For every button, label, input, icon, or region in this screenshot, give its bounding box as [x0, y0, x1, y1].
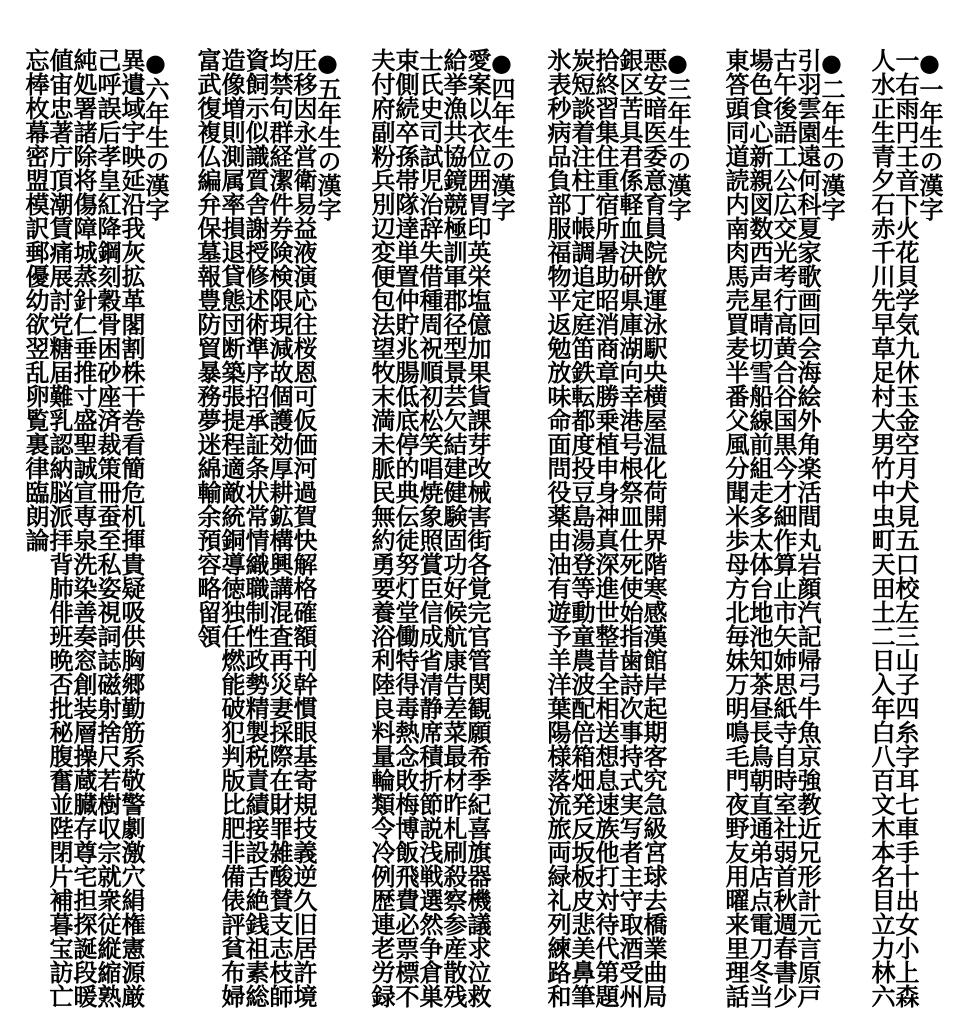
kanji-column: 氷表秒病品負部服福物平返勉放味命面問役薬由油有遊予羊洋葉陽様落流旅両緑礼列練路和 [543, 48, 572, 1008]
kanji-column: 忘棒枚幕密盟模訳郵優幼欲翌乱卵覧裏律臨朗論 [21, 48, 50, 552]
kanji-column: 悪安暗医委意育員院飲運泳駅央横屋温化荷開界階寒感漢館岸起期客究急級宮球去橋業曲局 [639, 48, 668, 1008]
kanji-column: 古午後語工公広交光考行高黄合谷国黒今才細作算止市矢姉思紙寺自時室社弱首秋週春書少 [769, 48, 798, 1008]
kanji-column: 引羽雲園遠何科夏家歌画回会海絵外角楽活間丸岩顔汽記帰弓牛魚京強教近兄形計元言原戸 [793, 48, 822, 1008]
kanji-column: 一右雨円王音下火花貝学気九休玉金空月犬見五口校左三山子四糸字耳七車手十出女小上森 [891, 48, 920, 1008]
kanji-column: 造像増則測属率損退貸態団断築張提程適敵統銅導徳独任燃能破犯判版比肥非備俵評貧布婦 [217, 48, 246, 1008]
kanji-column: 富武復複仏編弁保墓報豊防貿暴務夢迷綿輸余預容略留領 [193, 48, 222, 648]
kanji-column: 束側続卒孫帯隊達単置仲貯兆腸低底停的典伝徒努灯堂働特得毒熱念敗梅博飯飛費必票標不 [391, 48, 420, 1008]
kanji-column: 人水正生青夕石赤千川先早草足村大男竹中虫町天田土二日入年白八百文木本名目立力林六 [867, 48, 896, 1008]
heading-grade-6: ●六年生の漢字 [141, 48, 170, 221]
heading-grade-3: ●三年生の漢字 [663, 48, 692, 221]
heading-grade-4: ●四年生の漢字 [487, 48, 516, 221]
kanji-column: 給挙漁共協鏡競極訓軍郡径型景芸欠結建健験固功好候航康告差菜最材昨札刷殺察参産散残 [439, 48, 468, 1008]
kanji-column: 異遺域宇映延沿我灰拡革閣割株干巻看簡危机揮貴疑吸供胸郷勤筋系敬警劇激穴絹権憲源厳 [117, 48, 146, 1008]
kanji-column: 純処署諸除将傷障城蒸針仁垂推寸盛聖誠宣専泉洗染善奏窓創装層操蔵臓存尊宅担探誕段暖 [69, 48, 98, 1008]
kanji-column: 資飼示似識質舎謝授修述術準序招承証条状常情織職制性政勢精製税責績接設舌絶銭祖素総 [241, 48, 270, 1008]
heading-grade-1: ●一年生の漢字 [915, 48, 944, 221]
kanji-column: 炭短談着注柱丁帳調追定庭笛鉄転都度投豆島湯登等動童農波配倍箱畑発反坂板皮悲美鼻筆 [567, 48, 596, 1008]
kanji-column: 士氏史司試児治辞失借種周祝順初松笑唱焼象照賞臣信成省清静席積折節説浅戦選然争倉巣 [415, 48, 444, 1008]
kanji-column: 東答頭同道読内南肉馬売買麦半番父風分聞米歩母方北毎妹万明鳴毛門夜野友用曜来里理話 [721, 48, 750, 1008]
kanji-column: 拾終習集住重宿所暑助昭消商章勝乗植申身神真深進世整昔全相送想息速族他打対待代第題 [591, 48, 620, 1008]
kanji-column: 夫付府副粉兵別辺変便包法望牧末満未脈民無約勇要養浴利陸良料量輪類令冷例歴連老労録 [367, 48, 396, 1008]
kanji-column: 均禁句群経潔件券険検限現減故個護効厚耕鉱構興講混査再災妻採際在財罪雑酸賛支志枝師 [265, 48, 294, 1008]
kanji-column: 銀区苦具君係軽血決研県庫湖向幸港号根祭皿仕死使始指歯詩次事持式実写者主守取酒受州 [615, 48, 644, 1008]
kanji-column: 愛案以衣位囲胃印英栄塩億加果貨課芽改械害街各覚完官管関観願希季紀喜旗器機議求泣救 [463, 48, 492, 1008]
heading-grade-2: ●二年生の漢字 [817, 48, 846, 221]
kanji-column: 値宙忠著庁頂潮賃痛展討党糖届難乳認納脳派拝背肺俳班晩否批秘腹奮並陛閉片補暮宝訪亡 [45, 48, 74, 1008]
kanji-column: 場色食心新親図数西声星晴切雪船線前組走多太体台地池知茶昼長鳥朝直通弟店点電刀冬当 [745, 48, 774, 1008]
heading-grade-5: ●五年生の漢字 [313, 48, 342, 221]
kanji-column: 圧移因永営衛易益液演応往桜恩可仮価河過賀快解格確額刊幹慣眼基寄規技義逆久旧居許境 [289, 48, 318, 1008]
kanji-column: 己呼誤后孝皇紅降鋼刻穀骨困砂座済裁策冊蚕至私姿視詞誌磁射捨尺若樹収宗就衆従縦縮熟 [93, 48, 122, 1008]
